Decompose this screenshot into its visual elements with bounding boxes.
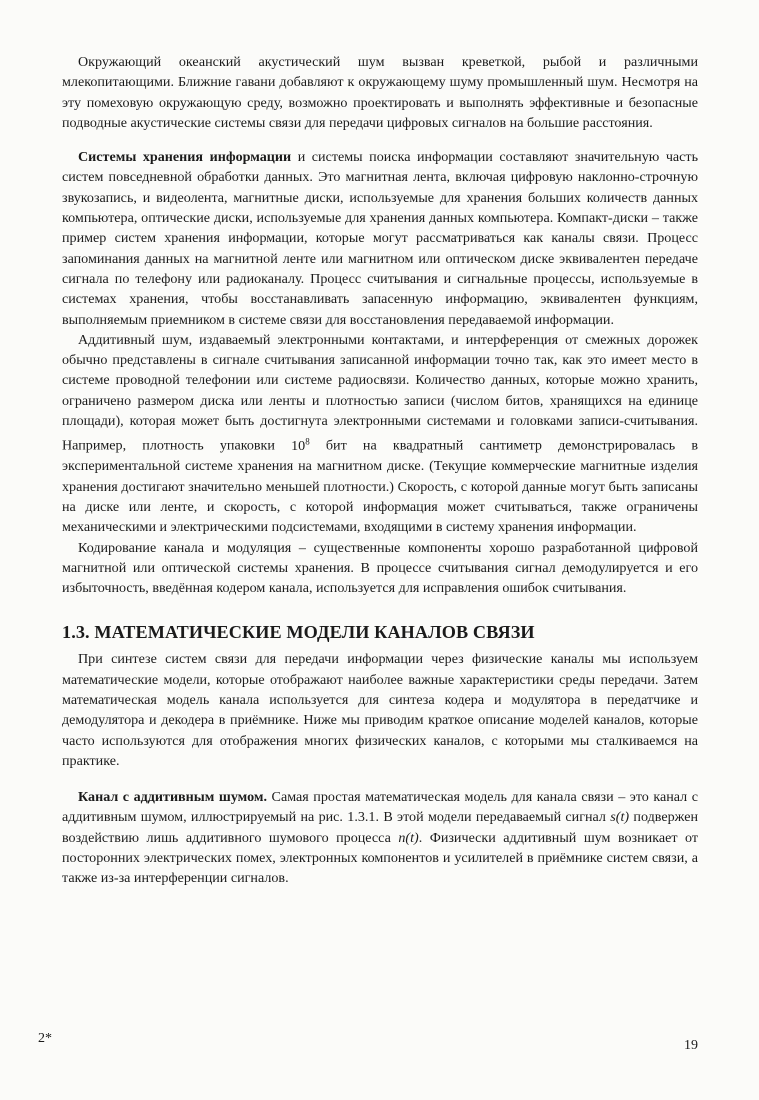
paragraph-storage-systems (62, 147, 698, 330)
page-number: 19 (684, 1038, 698, 1053)
paragraph-text-part: бит на квадратный сантиметр демонстрировалась в экспериментальной системе хранения на магнитном диске. (Текущие коммерческие магнитные изделия хранения достигают значительно меньшей плотности.) Скорость, с которой данные могут быть записаны на диске или ленте, и скорость, с которой информация может считываться, также ограничены механическими и электрическими подсистемами, входящими в систему хранения информации. (62, 438, 698, 536)
paragraph-ocean-noise: Окружающий океанский акустический шум вызван креветкой, рыбой и различными млекопитающими. Ближние гавани добавляют к окружающему шуму промышленный шум. Несмотря на эту помеховую окружающую среду, возможно проектировать и выполнять эффективные и безопасные подводные акустические системы связи для передачи цифровых сигналов на большие расстояния. (62, 54, 698, 131)
paragraph-additive-noise-channel (62, 787, 698, 888)
term-additive-noise-channel: Канал с аддитивным шумом. (78, 789, 268, 806)
paragraph-math-models: При синтезе систем связи для передачи информации через физические каналы мы используем математические модели, которые отображают наиболее важные характеристики среды передачи. Затем математическая модель канала используется для синтеза кодера и модулятора в передатчике и демодулятора и декодера в приёмнике. Ниже мы приводим краткое описание моделей каналов, которые часто используются для отображения многих физических каналов, с которыми мы сталкиваемся на практике. (62, 651, 698, 769)
formula-signal: s(t) (610, 809, 630, 826)
density-value (291, 438, 310, 454)
signature-mark: 2* (38, 1031, 52, 1046)
section-heading: 1.3. МАТЕМАТИЧЕСКИЕ МОДЕЛИ КАНАЛОВ СВЯЗИ (62, 622, 535, 643)
paragraph-channel-coding: Кодирование канала и модуляция – существенные компоненты хорошо разработанной цифровой магнитной или оптической системы хранения. В процессе считывания сигнал демодулируется и его избыточность, введённая кодером канала, используется для исправления ошибок считывания. (62, 539, 698, 597)
page-body (62, 52, 698, 889)
term-storage-systems: Системы хранения информации (78, 149, 292, 166)
paragraph-text-part: Аддитивный шум, издаваемый электронными контактами, и интерференция от смежных дорожек обычно представлены в сигнале считывания записанной информации точно так, как это имеет место в системе проводной телефонии или системе радиосвязи. Количество данных, которые можно хранить, ограничено размером диска или ленты и плотностью записи (числом битов, хранящихся на единице площади), которая может быть достигнута электронными системами и головками записи-считывания. Например, плотность упаковки (62, 331, 698, 455)
paragraph-text-part: Самая простая математическая модель для канала связи – это канал с аддитивным шумом, иллюстрируемый на рис. 1.3.1. В этой модели передаваемый сигнал (62, 789, 698, 826)
paragraph-additive-noise-storage (62, 330, 698, 538)
paragraph-text-part: подвержен воздействию лишь аддитивного шумового процесса (62, 809, 698, 846)
formula-noise: n(t) (398, 829, 419, 846)
density-exponent: 8 (305, 436, 310, 447)
paragraph-storage-systems-text: и системы поиска информации составляют значительную часть систем повседневной обработки данных. Это магнитная лента, включая цифровую наклонно-строчную звукозапись, и видеолента, магнитные диски, используемые для хранения больших количеств данных компьютера, оптические диски, используемые для хранения данных компьютера. Компакт-диски – также пример систем хранения информации, которые могут рассматриваться как каналы связи. Процесс запоминания данных на магнитной ленте или магнитном или оптическом диске эквивалентен передаче сигнала по телефону или радиоканалу. Процесс считывания и сигнальные процессы, используемые в системах хранения, чтобы восстанавливать запасенную информацию, эквивалентен функциям, выполняемым приемником в системе связи для восстановления передаваемой информации. (62, 149, 699, 328)
density-base: 10 (291, 438, 306, 455)
paragraph-text-part: . Физически аддитивный шум возникает от посторонних электрических помех, электронных компонентов и усилителей в приёмнике систем связи, а также из-за интерференции сигналов. (62, 829, 698, 887)
